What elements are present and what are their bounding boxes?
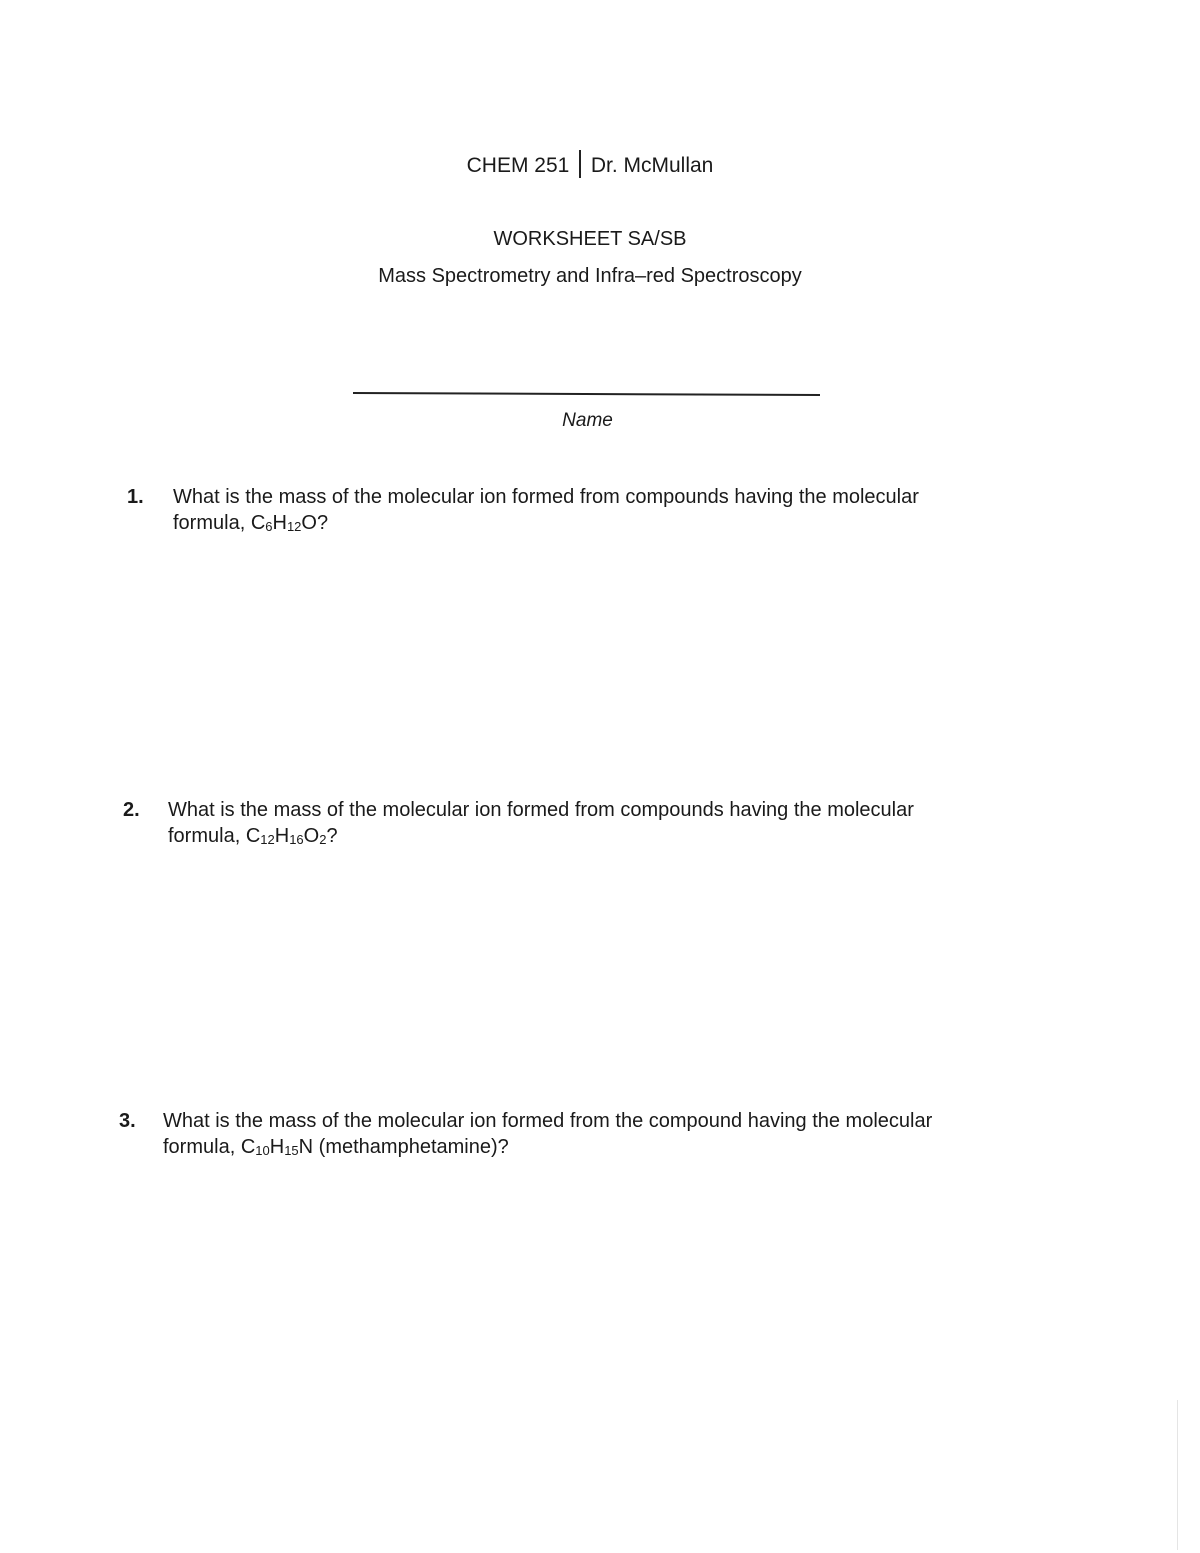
name-label: Name [562, 410, 613, 431]
scan-edge [1177, 1400, 1178, 1550]
molecular-formula: $C_{12}H_{16}O_2$ [245, 825, 327, 847]
question-text: What is the mass of the molecular ion formed from compounds having the molecular formula, $C_{12}H_{16}O_2$? [168, 799, 914, 847]
question-number: 3. [119, 1110, 136, 1132]
course-code: CHEM 251 [466, 154, 570, 177]
molecular-formula: $C_{10}H_{15}N$ [240, 1136, 314, 1158]
divider [579, 150, 581, 178]
question-number: 1. [127, 486, 144, 508]
worksheet-subtitle: Mass Spectrometry and Infra–red Spectroscopy [378, 265, 802, 287]
worksheet-title: WORKSHEET SA/SB [493, 228, 687, 250]
question-number: 2. [123, 799, 140, 821]
course-header [0, 150, 1180, 178]
question-text: What is the mass of the molecular ion formed from the compound having the molecular formula, $C_{10}H_{15}N$ (methamphetamine)? [163, 1110, 933, 1158]
instructor-name: Dr. McMullan [590, 154, 714, 177]
question-text: What is the mass of the molecular ion formed from compounds having the molecular formula, $C_6H_{12}O$? [173, 486, 919, 534]
name-input-line[interactable] [353, 392, 820, 396]
molecular-formula: $C_6H_{12}O$ [250, 512, 317, 534]
